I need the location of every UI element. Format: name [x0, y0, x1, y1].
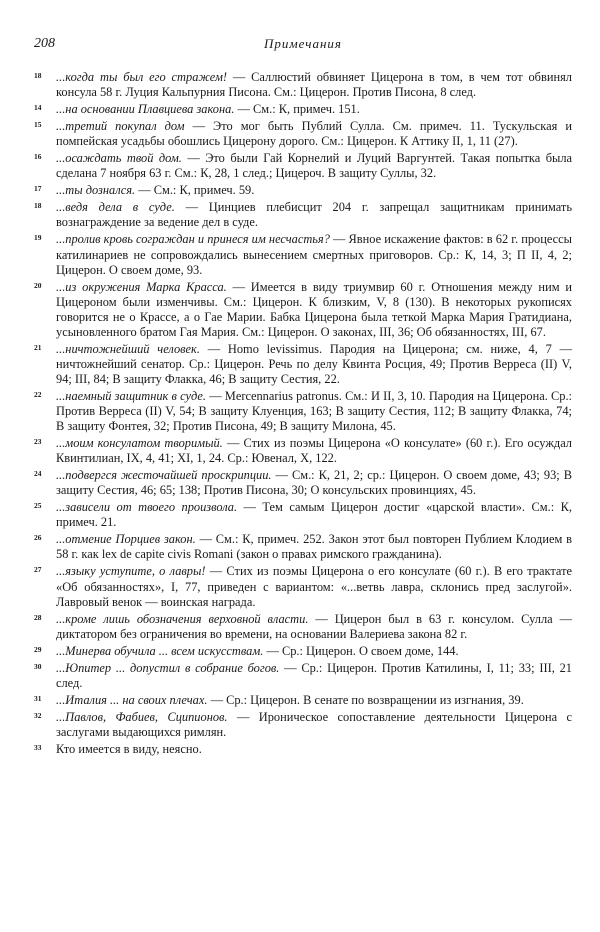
note-item [34, 183, 572, 198]
page-header [34, 36, 572, 56]
note-item [34, 742, 572, 757]
note-item [34, 280, 572, 340]
running-title: Примечания [264, 36, 342, 51]
note-number: 26 [34, 533, 42, 543]
note-item [34, 70, 572, 100]
page-number: 208 [34, 36, 55, 51]
note-text: — Стих из поэмы Цицерона о его консулате (60 г.). В его трактате «Об обязанностях», I, 77, приведен с вариантом: «...ветвь лавра, склонись пред заслугой». Лавровый венок — воинская награда. [56, 564, 572, 609]
note-lemma: ...из окружения Марка Красса. [56, 279, 227, 294]
note-lemma: ...Италия ... на своих плечах. [56, 692, 208, 707]
notes-list [34, 70, 572, 757]
note-lemma: ...зависели от твоего произвола. [56, 500, 238, 515]
note-number: 25 [34, 501, 42, 511]
note-number: 32 [34, 710, 42, 720]
note-text: — Имеется в виду триумвир 60 г. Отношения между ним и Цицероном были изменчивы. См.: Цицерон. К близким, V, 8 (130). В некоторых рукописях говорится не о Крассе, а о Гае Марии. Бабка Цицерона была теткой Марка Мария Гратидиана, усыновленного братом Гая Мария. См.: Цицерон. О законах, III, 36; Об обязанностях, III, 67. [56, 279, 572, 339]
note-text: — См.: К, примеч. 252. Закон этот был повторен Публием Клодием в 58 г. как lex de capite civis Romani (закон о правах римского гражданина). [56, 532, 573, 562]
note-lemma: ...подвергся жесточайшей проскрипции. [56, 468, 272, 483]
note-text: — Тем самым Цицерон достиг «царской власти». См.: К, примеч. 21. [56, 500, 572, 530]
note-text: — Цицерон был в 63 г. консулом. Сулла — диктатором без ограничения во времени, на основании Валериева закона 82 г. [56, 611, 572, 641]
note-text: — Цинциев плебисцит 204 г. запрещал защитникам принимать вознаграждение за ведение дел в суде. [56, 200, 572, 230]
note-number: 23 [34, 437, 42, 447]
note-item [34, 102, 572, 117]
note-number: 31 [34, 693, 42, 703]
note-text: — Это были Гай Корнелий и Луций Варгунтей. Такая попытка была сделана 7 ноября 63 г. См.: К, 28, 1 след.; Цицероч. В защиту Суллы, 32. [56, 151, 573, 181]
note-item [34, 693, 572, 708]
note-text: — Ср.: Цицерон. Против Катилины, I, 11; 33; III, 21 след. [56, 660, 572, 690]
note-item [34, 232, 572, 277]
note-number: 27 [34, 565, 42, 575]
note-lemma: ...ведя дела в суде. [56, 200, 175, 215]
note-item [34, 200, 572, 230]
note-number: 19 [34, 233, 42, 243]
note-number: 17 [34, 184, 42, 194]
note-item [34, 468, 572, 498]
note-item [34, 661, 572, 691]
note-lemma: ...когда ты был его стражем! [56, 70, 227, 84]
note-number: 14 [34, 103, 42, 113]
note-number: 24 [34, 469, 42, 479]
note-item [34, 532, 572, 562]
note-lemma: ...кроме лишь обозначения верховной власти. [56, 611, 309, 626]
note-text: — Ср.: Цицерон. О своем доме, 144. [263, 643, 459, 658]
note-item [34, 119, 572, 149]
note-lemma: ...осаждать твой дом. [56, 151, 182, 166]
note-text: — Это мог быть Публий Сулла. См. примеч. 11. Тускульская и помпейская усадьбы обошлись Цицерону дорого. См.: Цицерон. К Аттику II, 1, 11 (27). [56, 119, 572, 149]
note-item [34, 612, 572, 642]
note-text: — См.: К, 21, 2; ср.: Цицерон. О своем доме, 43; 93; В защиту Сестия, 46; 65; 138; Против Писона, 30; О консульских провинциях, 45. [56, 468, 573, 498]
note-number: 21 [34, 342, 42, 352]
note-text: — Саллюстий обвиняет Цицерона в том, в чем тот обвинял консула 58 г. Луция Кальпурния Писона. См.: Цицерон. Против Писона, 8 след. [56, 70, 572, 100]
note-text: — См.: К, примеч. 59. [135, 183, 255, 198]
note-lemma: ...языку уступите, о лавры! [56, 564, 206, 579]
note-item [34, 564, 572, 609]
note-item [34, 710, 572, 740]
note-item [34, 151, 572, 181]
note-lemma: ...отмение Порциев закон. [56, 532, 196, 547]
note-text: Кто имеется в виду, неясно. [56, 741, 202, 756]
note-number: 29 [34, 644, 42, 654]
note-lemma: ...на основании Плавциева закона. [56, 102, 235, 117]
note-text: — Mercennarius patronus. См.: И II, 3, 10. Пародия на Цицерона. Ср.: Против Верреса (II) V, 54; В защиту Клуенция, 163; В защиту Сестия, 112; В защиту Флакка, 74; В защиту Фонтея, 32; Против Писона, 49; В защиту Милона, 45. [56, 388, 573, 434]
note-lemma: ...ничтожнейший человек. [56, 341, 200, 356]
note-lemma: ...моим консулатом творимый. [56, 436, 223, 451]
note-number: 18 [34, 71, 42, 80]
note-number: 22 [34, 389, 42, 399]
note-text: — Homo levissimus. Пародия на Цицерона; см. ниже, 4, 7 — ничтожнейший сенатор. Ср.: Цицерон. Речь по делу Квинта Росция, 49; Против Верреса (II) V, 94; III, 84; В защиту Флакка, 46; В защиту Сестия, 22. [56, 341, 572, 386]
note-item [34, 644, 572, 659]
note-text: — См.: К, примеч. 151. [234, 102, 360, 117]
note-number: 16 [34, 152, 42, 162]
note-lemma: ...Минерва обучила ... всем искусствам. [56, 643, 264, 658]
note-lemma: ...Павлов, Фабиев, Сципионов. [56, 709, 228, 724]
note-lemma: ...Юпитер ... допустил в собрание богов. [56, 660, 280, 675]
note-text: — Стих из поэмы Цицерона «О консулате» (60 г.). Его осуждал Квинтилиан, IX, 4, 41; XI, 1, 24. Ср.: Ювенал, X, 122. [56, 436, 572, 466]
note-item [34, 436, 572, 466]
note-lemma: ...третий покупал дом [56, 119, 185, 134]
note-item [34, 500, 572, 530]
note-number: 20 [34, 280, 42, 290]
note-number: 30 [34, 661, 42, 671]
note-number: 33 [34, 742, 42, 752]
note-text: — Ср.: Цицерон. В сенате по возвращении из изгнания, 39. [207, 692, 524, 707]
note-lemma: ...наемный защитник в суде. [56, 388, 207, 403]
note-lemma: ...пролив кровь сограждан и принеся им несчастья? [56, 232, 330, 247]
note-text: — Ироническое сопоставление деятельности Цицерона с заслугами выдающихся римлян. [56, 709, 573, 739]
note-number: 15 [34, 120, 42, 130]
note-text: — Явное искажение фактов: в 62 г. процессы катилинариев не сопровождались вынесением смертных приговоров. Ср.: К, 14, 3; П II, 4, 2; Цицерон. О своем доме, 93. [56, 232, 572, 277]
note-number: 18 [34, 201, 42, 211]
note-lemma: ...ты дознался. [56, 183, 136, 198]
note-item [34, 389, 572, 434]
note-number: 28 [34, 612, 42, 622]
note-item [34, 342, 572, 387]
